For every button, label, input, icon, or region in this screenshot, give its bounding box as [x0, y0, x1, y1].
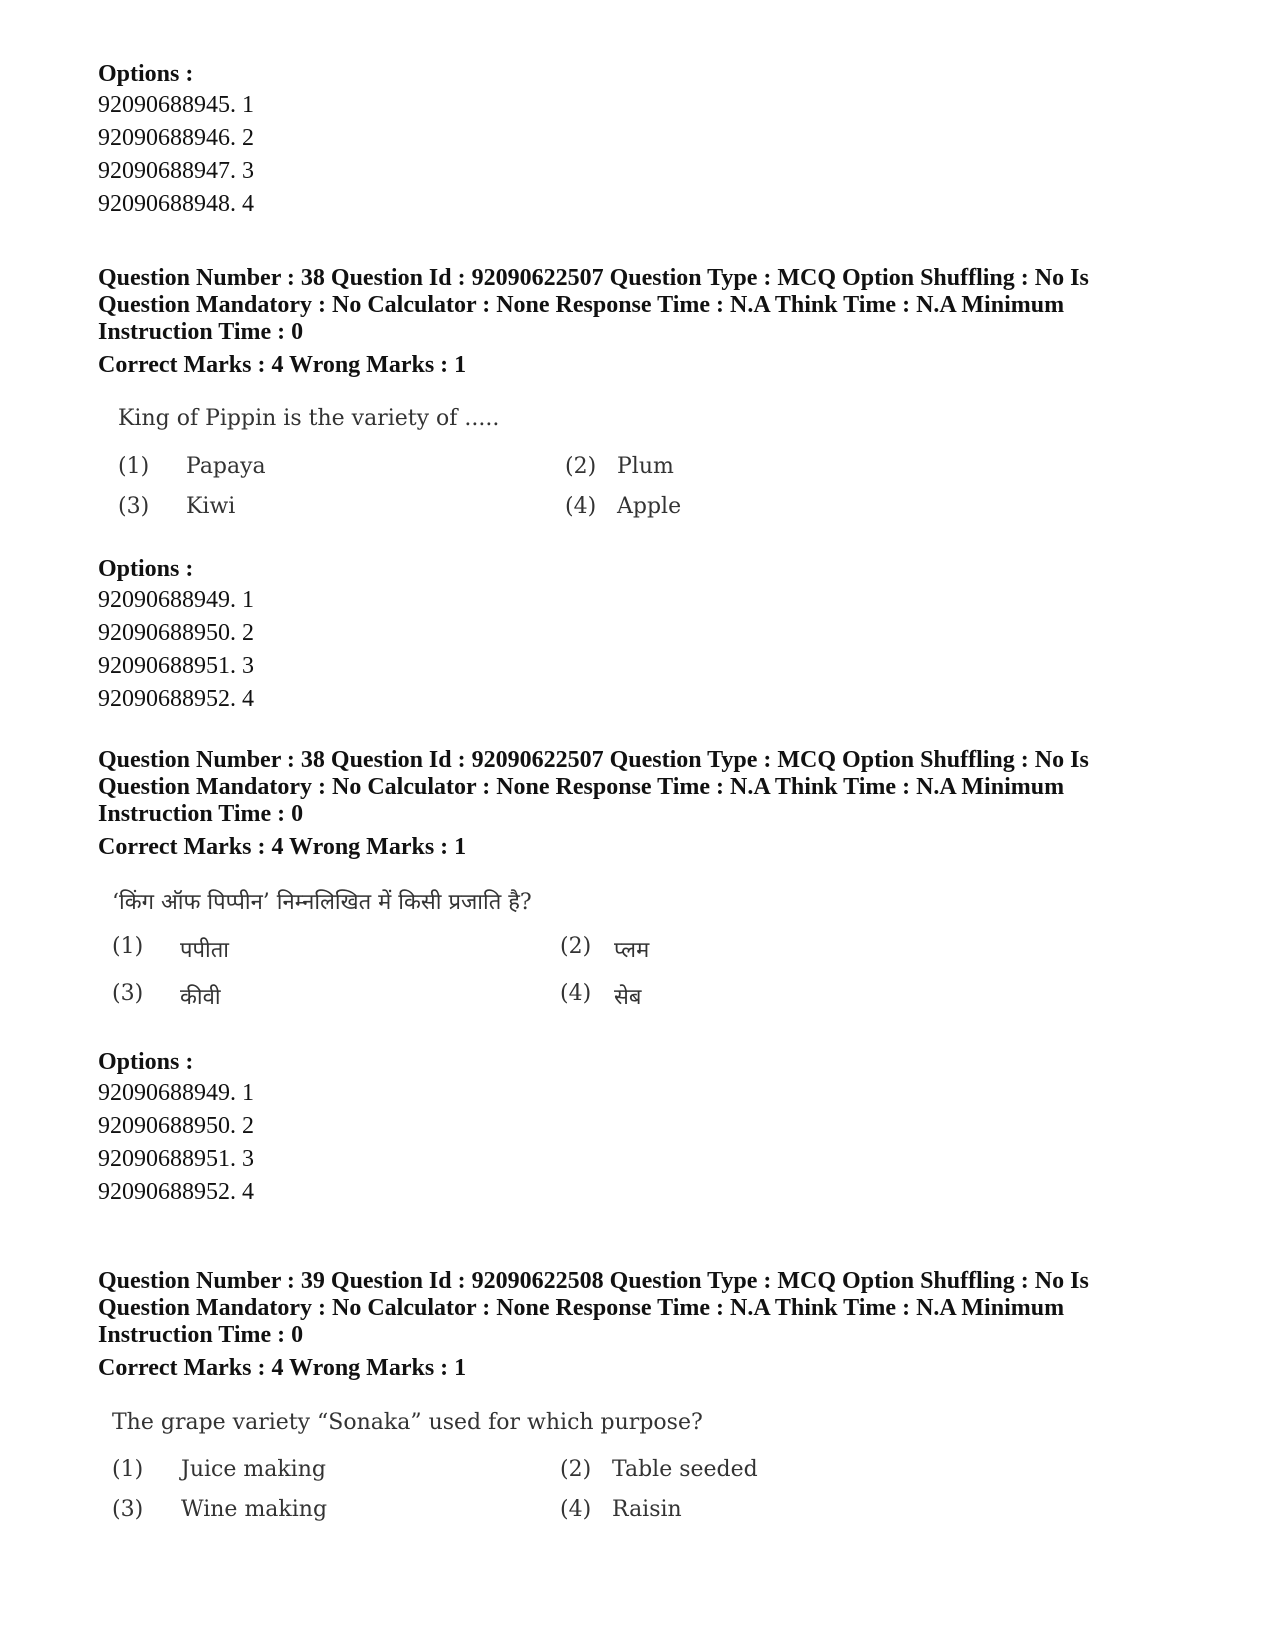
question-header-line: Question Mandatory : No Calculator : None Response Time : N.A Think Time : N.A Minimum	[98, 774, 1065, 800]
choice-label: Kiwi	[186, 494, 236, 519]
choice-number: (2)	[560, 934, 592, 959]
choice-number: (2)	[565, 454, 597, 479]
option-id: 92090688948. 4	[98, 191, 254, 217]
question-header-line: Question Number : 39 Question Id : 92090622508 Question Type : MCQ Option Shuffling : No Is	[98, 1268, 1089, 1294]
choice-label: Table seeded	[612, 1457, 758, 1482]
choice-label: Plum	[617, 454, 674, 479]
choice-number: (1)	[112, 934, 144, 959]
options-label: Options :	[98, 61, 194, 87]
choice-label: Wine making	[181, 1497, 328, 1522]
question-header-line: Instruction Time : 0	[98, 801, 304, 827]
choice-number: (4)	[565, 494, 597, 519]
choice-number: (1)	[118, 454, 150, 479]
option-id: 92090688947. 3	[98, 158, 254, 184]
option-id: 92090688945. 1	[98, 92, 254, 118]
option-id: 92090688952. 4	[98, 686, 254, 712]
choice-number: (4)	[560, 981, 592, 1006]
question-header-line: Question Mandatory : No Calculator : None Response Time : N.A Think Time : N.A Minimum	[98, 1295, 1065, 1321]
option-id: 92090688951. 3	[98, 653, 254, 679]
choice-label: Juice making	[181, 1457, 326, 1482]
choice-number: (3)	[112, 981, 144, 1006]
option-id: 92090688952. 4	[98, 1179, 254, 1205]
question-header-line: Question Mandatory : No Calculator : None Response Time : N.A Think Time : N.A Minimum	[98, 292, 1065, 318]
option-id: 92090688949. 1	[98, 1080, 254, 1106]
choice-number: (3)	[118, 494, 150, 519]
question-header-line: Instruction Time : 0	[98, 319, 304, 345]
option-id: 92090688946. 2	[98, 125, 254, 151]
question-text: King of Pippin is the variety of .....	[118, 406, 500, 431]
choice-label: कीवी	[180, 985, 221, 1010]
choice-number: (3)	[112, 1497, 144, 1522]
choice-number: (2)	[560, 1457, 592, 1482]
choice-number: (1)	[112, 1457, 144, 1482]
question-header-line: Question Number : 38 Question Id : 92090622507 Question Type : MCQ Option Shuffling : No Is	[98, 747, 1089, 773]
marks-line: Correct Marks : 4 Wrong Marks : 1	[98, 1355, 467, 1381]
choice-label: Papaya	[186, 454, 266, 479]
option-id: 92090688950. 2	[98, 620, 254, 646]
choice-label: Apple	[617, 494, 682, 519]
marks-line: Correct Marks : 4 Wrong Marks : 1	[98, 834, 467, 860]
option-id: 92090688949. 1	[98, 587, 254, 613]
question-text: The grape variety “Sonaka” used for which purpose?	[112, 1410, 703, 1435]
option-id: 92090688950. 2	[98, 1113, 254, 1139]
choice-label: सेब	[614, 985, 642, 1010]
choice-label: Raisin	[612, 1497, 682, 1522]
choice-number: (4)	[560, 1497, 592, 1522]
choice-label: प्लम	[614, 938, 650, 963]
question-header-line: Question Number : 38 Question Id : 92090622507 Question Type : MCQ Option Shuffling : No Is	[98, 265, 1089, 291]
option-id: 92090688951. 3	[98, 1146, 254, 1172]
question-text: ‘किंग ऑफ पिप्पीन’ निम्नलिखित में किसी प्रजाति है?	[112, 890, 532, 915]
choice-label: पपीता	[180, 938, 229, 963]
options-label: Options :	[98, 1049, 194, 1075]
marks-line: Correct Marks : 4 Wrong Marks : 1	[98, 352, 467, 378]
question-header-line: Instruction Time : 0	[98, 1322, 304, 1348]
options-label: Options :	[98, 556, 194, 582]
